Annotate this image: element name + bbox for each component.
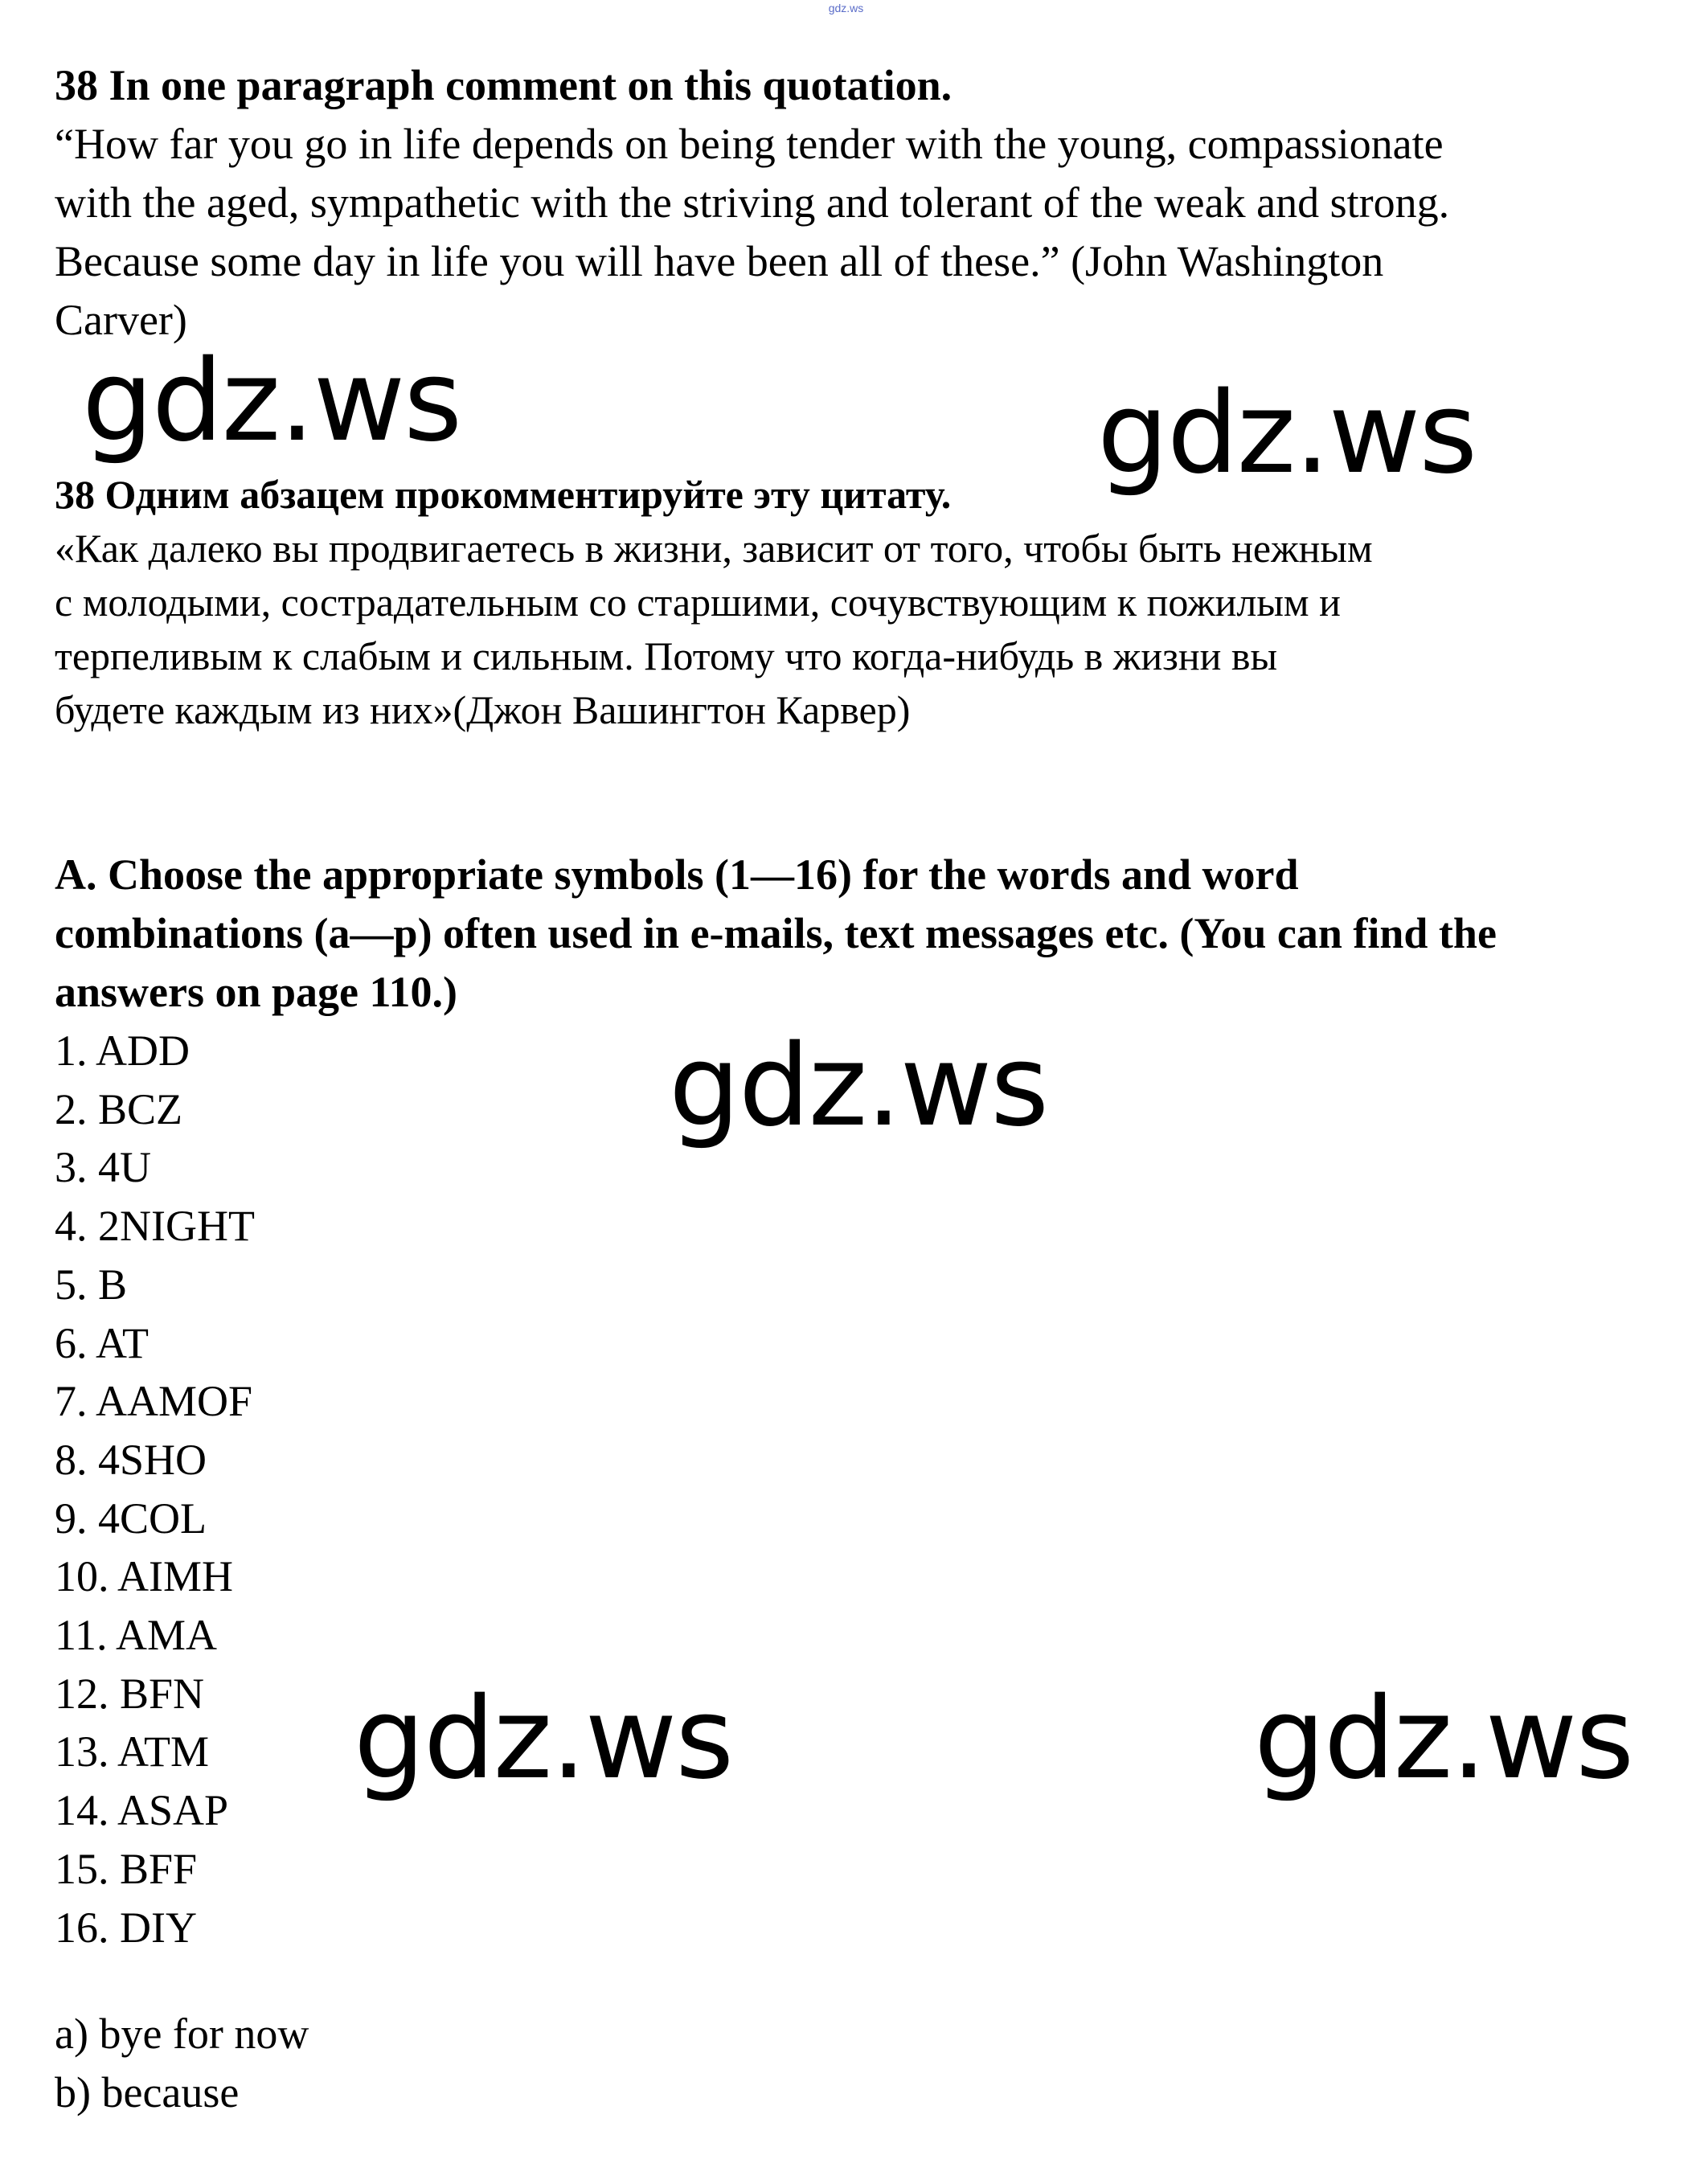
watermark: gdz.ws [82, 336, 461, 467]
quote-en-line: with the aged, sympathetic with the striving and tolerant of the weak and strong. [55, 178, 1450, 227]
quote-en-line: Because some day in life you will have been all of these.” (John Washington [55, 237, 1384, 285]
task-a-instruction-line: A. Choose the appropriate symbols (1—16) for the words and word [55, 850, 1299, 899]
symbol-item: 9. 4COL [55, 1494, 207, 1543]
symbol-item: 12. BFN [55, 1669, 205, 1718]
quote-ru-line: терпеливым к слабым и сильным. Потому что когда-нибудь в жизни вы [55, 633, 1278, 678]
meaning-list [55, 2005, 1497, 2121]
symbol-item: 6. AT [55, 1318, 150, 1367]
symbol-item: 11. AMA [55, 1611, 218, 1660]
watermark: gdz.ws [1097, 368, 1477, 499]
symbol-item: 14. ASAP [55, 1786, 229, 1835]
meaning-item: b) because [55, 2067, 240, 2116]
symbol-item: 15. BFF [55, 1844, 198, 1893]
heading-ru: 38 Одним абзацем прокомментируйте эту цитату. [55, 472, 952, 517]
watermark: gdz.ws [354, 1674, 733, 1805]
quote-ru-line: «Как далеко вы продвигаетесь в жизни, зависит от того, чтобы быть нежным [55, 526, 1373, 571]
heading-en: 38 In one paragraph comment on this quotation. [55, 61, 953, 109]
section-en [55, 56, 1646, 350]
symbol-item: 1. ADD [55, 1026, 191, 1075]
symbol-item: 4. 2NIGHT [55, 1202, 255, 1251]
task-a-instruction-line: combinations (a—p) often used in e-mails, text messages etc. (You can find the [55, 909, 1497, 957]
symbol-item: 7. AAMOF [55, 1377, 253, 1426]
quote-ru-line: с молодыми, сострадательным со старшими, сочувствующим к пожилым и [55, 580, 1341, 625]
section-ru [55, 468, 1373, 737]
symbol-item: 10. AIMH [55, 1552, 234, 1601]
symbol-item: 13. ATM [55, 1727, 210, 1776]
top-site-mark: gdz.ws [828, 2, 864, 14]
task-a-instruction-line: answers on page 110.) [55, 968, 458, 1016]
quote-en-line: “How far you go in life depends on being tender with the young, compassionate [55, 120, 1444, 168]
symbol-list [55, 1022, 1497, 1957]
watermark: gdz.ws [669, 1021, 1048, 1152]
symbol-item: 8. 4SHO [55, 1435, 207, 1484]
meaning-item: a) bye for now [55, 2010, 309, 2059]
watermark: gdz.ws [1254, 1674, 1633, 1805]
symbol-item: 16. DIY [55, 1903, 197, 1952]
quote-en-line: Carver) [55, 296, 187, 344]
symbol-item: 5. B [55, 1260, 128, 1309]
symbol-item: 3. 4U [55, 1143, 151, 1192]
symbol-item: 2. BCZ [55, 1084, 183, 1133]
quote-ru-line: будете каждым из них»(Джон Вашингтон Карвер) [55, 687, 911, 732]
